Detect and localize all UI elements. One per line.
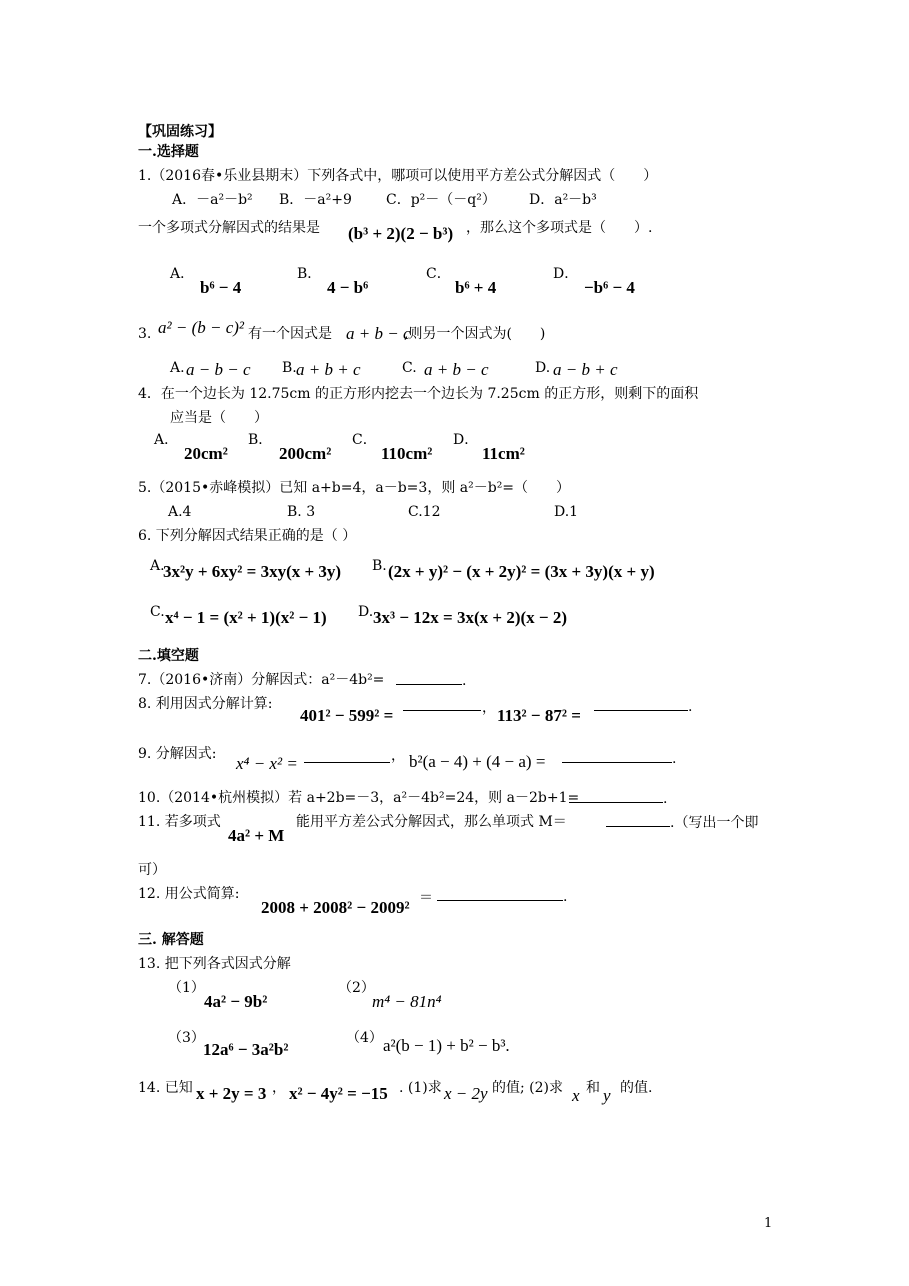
- q8-text: 8. 利用因式分解计算:: [138, 696, 273, 712]
- q11-continuation: 可）: [138, 862, 166, 878]
- q9-expression-2: b²(a − 4) + (4 − a) =: [409, 752, 546, 771]
- section-header: 【巩固练习】: [138, 124, 222, 140]
- q9-separator: ，: [391, 748, 405, 764]
- q3-option-c: a + b − c: [424, 360, 489, 379]
- q4-line1: 4．在一个边长为 12.75cm 的正方形内挖去一个边长为 7.25cm 的正方形，则剩下的面积: [138, 386, 699, 402]
- q5-text: 5.（2015•赤峰模拟）已知 a+b=4，a－b=3，则 a²－b²=（ ）: [138, 480, 571, 496]
- section-title-fill: 二.填空题: [138, 648, 199, 664]
- q13-label-3: （3）: [168, 1030, 205, 1046]
- q6-text: 6. 下列分解因式结果正确的是（ ）: [138, 528, 357, 544]
- q5-option-d: D.1: [554, 504, 579, 520]
- q12-text: 12. 用公式简算:: [138, 886, 240, 902]
- q3-option-a: a − b − c: [186, 360, 251, 379]
- q11-number: 11. 若多项式: [138, 814, 221, 830]
- q4-option-a: 20cm²: [184, 444, 228, 463]
- q4-label-a: A．: [154, 432, 179, 448]
- q11-expression: 4a² + M: [228, 826, 285, 845]
- q9-text: 9. 分解因式:: [138, 746, 217, 762]
- q6-label-b: B.: [372, 558, 387, 574]
- q5-option-a: A.4: [168, 504, 192, 520]
- q4-line2: 应当是（ ）: [170, 410, 268, 426]
- q6-label-a: A.: [150, 558, 165, 574]
- q3-text-post: ,则另一个因式为( ): [404, 326, 546, 342]
- q13-label-4: （4）: [346, 1030, 383, 1046]
- q5-option-c: C.12: [408, 504, 441, 520]
- q13-expression-1: 4a² − 9b²: [204, 992, 268, 1011]
- q1-text: 1.（2016春•乐业县期末）下列各式中，哪项可以使用平方差公式分解因式（ ）: [138, 168, 658, 184]
- q2-label-a: A．: [170, 266, 195, 282]
- q13-expression-4: a²(b − 1) + b² − b³.: [383, 1036, 510, 1055]
- q8-answer-blank-2[interactable]: [594, 698, 688, 711]
- q13-text: 13. 把下列各式因式分解: [138, 956, 291, 972]
- q8-answer-blank-1[interactable]: [403, 698, 481, 711]
- q3-label-b: B.: [282, 360, 297, 376]
- q1-option-c: C．p²－（－q²）: [386, 192, 496, 208]
- q13-label-1: （1）: [168, 980, 205, 996]
- q1-option-d: D．a²－b³: [529, 192, 597, 208]
- q14-variable-x: x: [572, 1086, 580, 1105]
- q8-end: .: [688, 699, 693, 715]
- q2-label-b: B．: [297, 266, 322, 282]
- q10-answer-blank[interactable]: [569, 790, 663, 803]
- q6-label-d: D.: [358, 604, 374, 620]
- q3-number: 3.: [138, 326, 152, 342]
- q10-text: 10.（2014•杭州模拟）若 a+2b=－3，a²－4b²=24，则 a－2b+1=: [138, 790, 580, 806]
- q2-option-b: 4 − b⁶: [327, 278, 369, 297]
- q7-text: 7.（2016•济南）分解因式：a²－4b²=: [138, 672, 385, 688]
- q11-answer-blank[interactable]: [606, 814, 670, 827]
- q4-label-b: B．: [248, 432, 273, 448]
- q7-end: .: [462, 673, 467, 689]
- q14-variable-y: y: [603, 1086, 611, 1105]
- q14-expression-1: x + 2y = 3: [196, 1084, 267, 1103]
- q3-label-d: D.: [535, 360, 551, 376]
- q3-label-a: A.: [170, 360, 185, 376]
- q6-option-d: 3x³ − 12x = 3x(x + 2)(x − 2): [373, 608, 567, 627]
- q12-expression: 2008 + 2008² − 2009²: [261, 898, 410, 917]
- q8-expression-1: 401² − 599² =: [300, 706, 394, 725]
- q1-option-a: A．－a²－b²: [172, 192, 253, 208]
- q2-expression: (b³ + 2)(2 − b³): [348, 224, 454, 243]
- q13-expression-2: m⁴ − 81n⁴: [372, 992, 442, 1011]
- page-number: 1: [764, 1216, 773, 1231]
- q3-label-c: C.: [402, 360, 417, 376]
- q3-option-d: a − b + c: [553, 360, 618, 379]
- q2-option-d: −b⁶ − 4: [584, 278, 635, 297]
- q14-separator: ，: [272, 1080, 286, 1096]
- q3-option-b: a + b + c: [296, 360, 361, 379]
- q4-label-d: D．: [453, 432, 479, 448]
- q1-option-b: B．－a²+9: [279, 192, 352, 208]
- section-title-choice: 一.选择题: [138, 144, 199, 160]
- q14-text-2: 的值; (2)求: [492, 1080, 563, 1096]
- q10-end: .: [663, 791, 668, 807]
- q5-option-b: B. 3: [287, 504, 316, 520]
- q12-answer-blank[interactable]: [437, 888, 563, 901]
- q6-option-b: (2x + y)² − (x + 2y)² = (3x + 3y)(x + y): [388, 562, 655, 581]
- q9-answer-blank-1[interactable]: [304, 750, 390, 763]
- q2-label-c: C．: [426, 266, 451, 282]
- q12-end: .: [563, 889, 568, 905]
- q4-label-c: C．: [352, 432, 377, 448]
- q6-option-a: 3x²y + 6xy² = 3xy(x + 3y): [163, 562, 342, 581]
- q9-end: .: [672, 751, 677, 767]
- q14-text-3: 的值.: [620, 1080, 653, 1096]
- q8-expression-2: 113² − 87² =: [497, 706, 581, 725]
- q2-label-d: D．: [553, 266, 579, 282]
- q9-answer-blank-2[interactable]: [562, 750, 672, 763]
- q9-expression-1: x⁴ − x² =: [236, 754, 298, 773]
- q6-option-c: x⁴ − 1 = (x² + 1)(x² − 1): [165, 608, 327, 627]
- q4-option-d: 11cm²: [482, 444, 525, 463]
- q4-option-c: 110cm²: [381, 444, 433, 463]
- q11-text: 能用平方差公式分解因式，那么单项式 M＝: [296, 814, 567, 830]
- q14-and: 和: [586, 1080, 600, 1096]
- q2-text-post: ，那么这个多项式是（ ）.: [466, 220, 653, 236]
- q14-expression-2: x² − 4y² = −15: [289, 1084, 388, 1103]
- q2-text-pre: 一个多项式分解因式的结果是: [138, 220, 320, 236]
- q8-separator: ，: [482, 700, 496, 716]
- q7-answer-blank[interactable]: [396, 672, 462, 685]
- q12-equals: ＝: [419, 890, 433, 906]
- q2-option-a: b⁶ − 4: [200, 278, 242, 297]
- q3-factor: a + b − c: [346, 324, 411, 343]
- q2-option-c: b⁶ + 4: [455, 278, 497, 297]
- q4-option-b: 200cm²: [279, 444, 332, 463]
- q3-expression: a² − (b − c)²: [158, 318, 245, 337]
- q13-expression-3: 12a⁶ − 3a²b²: [203, 1040, 289, 1059]
- q14-text-1: . (1)求: [399, 1080, 442, 1096]
- section-title-answer: 三. 解答题: [138, 932, 204, 948]
- q13-label-2: （2）: [338, 980, 375, 996]
- q11-end: .（写出一个即: [670, 815, 759, 831]
- q14-number: 14. 已知: [138, 1080, 193, 1096]
- q3-text-mid: 有一个因式是: [248, 326, 332, 342]
- q14-expression-3: x − 2y: [444, 1084, 488, 1103]
- q6-label-c: C.: [150, 604, 165, 620]
